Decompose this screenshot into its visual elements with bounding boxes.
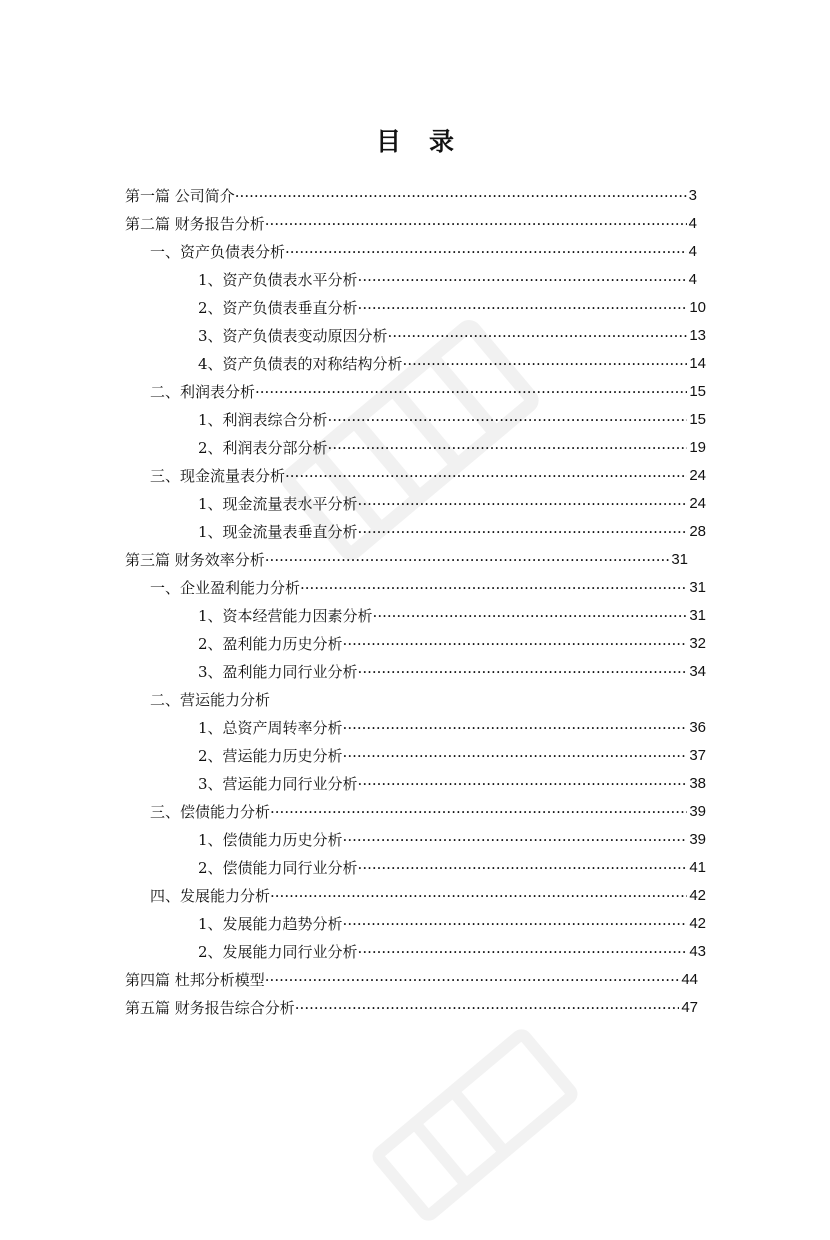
toc-entry[interactable] [198,714,706,742]
toc-entry[interactable] [198,742,706,770]
toc-leader [255,378,687,406]
toc-leader [328,406,688,434]
toc-entry[interactable] [198,294,706,322]
toc-entry[interactable] [198,434,706,462]
toc-entry-label: 2、利润表分部分析 [198,439,328,457]
toc-entry[interactable] [198,266,697,294]
toc-entry-label: 第三篇 财务效率分析 [125,551,265,569]
toc-leader [403,350,688,378]
toc-entry-label: 3、营运能力同行业分析 [198,775,358,793]
toc-entry-label: 四、发展能力分析 [150,887,271,905]
toc-entry[interactable] [198,322,706,350]
toc-leader [295,994,680,1022]
toc-leader [328,434,688,462]
toc-entry[interactable] [150,462,706,490]
toc-leader [358,854,688,882]
toc-entry[interactable] [125,182,697,210]
toc-entry[interactable] [125,210,697,238]
toc-entry-label: 1、利润表综合分析 [198,411,328,429]
toc-entry-label: 3、资产负债表变动原因分析 [198,327,388,345]
toc-entry-page: 15 [689,383,706,400]
toc-leader [388,322,688,350]
toc-leader [265,966,680,994]
toc-entry[interactable] [150,574,706,602]
toc-entry[interactable] [150,378,706,406]
toc-entry-page: 42 [689,887,706,904]
toc-entry-page: 47 [681,999,698,1016]
toc-entry[interactable] [198,938,706,966]
toc-entry[interactable] [125,966,698,994]
toc-entry-label: 2、偿债能力同行业分析 [198,859,358,877]
toc-entry[interactable] [150,238,697,266]
toc-leader [300,574,687,602]
toc-leader [358,518,688,546]
toc-entry-page: 31 [689,607,706,624]
toc-entry-page: 4 [688,271,697,288]
toc-entry-label: 1、现金流量表水平分析 [198,495,358,513]
toc-leader [358,490,688,518]
toc-entry-label: 1、资产负债表水平分析 [198,271,358,289]
toc-entry[interactable] [125,546,688,574]
toc-entry[interactable] [198,854,706,882]
toc-entry-label: 第一篇 公司简介 [125,187,235,205]
toc-entry-page: 24 [689,495,706,512]
toc-entry-page: 32 [689,635,706,652]
toc-entry-label: 1、偿债能力历史分析 [198,831,343,849]
toc-entry-label: 2、营运能力历史分析 [198,747,343,765]
watermark-graphic-bottom [360,1010,590,1240]
toc-entry-label: 二、利润表分析 [150,383,256,401]
toc-entry-page: 3 [688,187,697,204]
toc-entry-page: 34 [689,663,706,680]
toc-entry-page: 10 [689,299,706,316]
toc-leader [285,238,687,266]
toc-entry-label: 一、企业盈利能力分析 [150,579,301,597]
toc-entry-page: 13 [689,327,706,344]
page-title-char-1: 目 [375,127,401,156]
toc-entry-label: 2、资产负债表垂直分析 [198,299,358,317]
toc-entry[interactable] [198,490,706,518]
toc-entry[interactable] [198,406,706,434]
toc-entry-label: 一、资产负债表分析 [150,243,286,261]
toc-leader [265,546,670,574]
toc-entry-label: 1、现金流量表垂直分析 [198,523,358,541]
toc-entry-page: 44 [681,971,698,988]
toc-entry-label: 第二篇 财务报告分析 [125,215,265,233]
toc-leader [358,770,688,798]
toc-entry-page: 38 [689,775,706,792]
toc-entry-page: 37 [689,747,706,764]
toc-entry-page: 43 [689,943,706,960]
toc-leader [343,742,688,770]
toc-leader [358,938,688,966]
toc-entry-page: 42 [689,915,706,932]
toc-leader [343,714,688,742]
toc-leader [265,210,687,238]
toc-entry-label: 2、盈利能力历史分析 [198,635,343,653]
toc-entry[interactable] [150,798,706,826]
toc-leader [343,630,688,658]
toc-leader [343,826,688,854]
toc-leader [235,182,687,210]
toc-entry[interactable] [198,350,706,378]
page-title-char-2: 录 [429,127,455,156]
toc-entry-page: 19 [689,439,706,456]
toc-entry-label: 4、资产负债表的对称结构分析 [198,355,403,373]
toc-entry-label: 1、发展能力趋势分析 [198,915,343,933]
toc-entry[interactable] [198,630,706,658]
toc-entry-page: 31 [671,551,688,568]
toc-entry[interactable] [198,770,706,798]
toc-leader [358,294,688,322]
toc-entry[interactable] [150,686,706,714]
toc-leader [358,658,688,686]
toc-entry-page: 41 [689,859,706,876]
toc-entry-page: 24 [689,467,706,484]
toc-entry-page: 28 [689,523,706,540]
toc-entry[interactable] [198,658,706,686]
toc-entry-page: 4 [688,243,697,260]
toc-leader [270,882,687,910]
toc-entry-label: 三、偿债能力分析 [150,803,271,821]
toc-entry-label: 3、盈利能力同行业分析 [198,663,358,681]
toc-leader [285,462,687,490]
toc-entry-label: 第五篇 财务报告综合分析 [125,999,295,1017]
toc-entry-label: 三、现金流量表分析 [150,467,286,485]
toc-entry[interactable] [150,882,706,910]
toc-leader [270,798,687,826]
toc-entry-page: 15 [689,411,706,428]
toc-entry-page: 31 [689,579,706,596]
page-title [0,122,830,158]
toc-entry[interactable] [198,826,706,854]
toc-entry-label: 二、营运能力分析 [150,691,271,709]
toc-entry-page: 36 [689,719,706,736]
toc-entry[interactable] [125,994,698,1022]
toc-leader [358,266,687,294]
toc-leader [343,910,688,938]
toc-entry-label: 1、总资产周转率分析 [198,719,343,737]
toc-entry[interactable] [198,518,706,546]
toc-entry[interactable] [198,602,706,630]
toc-entry[interactable] [198,910,706,938]
toc-entry-label: 2、发展能力同行业分析 [198,943,358,961]
toc-entry-label: 第四篇 杜邦分析模型 [125,971,265,989]
toc-entry-page: 39 [689,803,706,820]
toc-entry-label: 1、资本经营能力因素分析 [198,607,373,625]
toc-leader [373,602,688,630]
toc-entry-page: 4 [688,215,697,232]
toc-entry-page: 39 [689,831,706,848]
toc-entry-page: 14 [689,355,706,372]
